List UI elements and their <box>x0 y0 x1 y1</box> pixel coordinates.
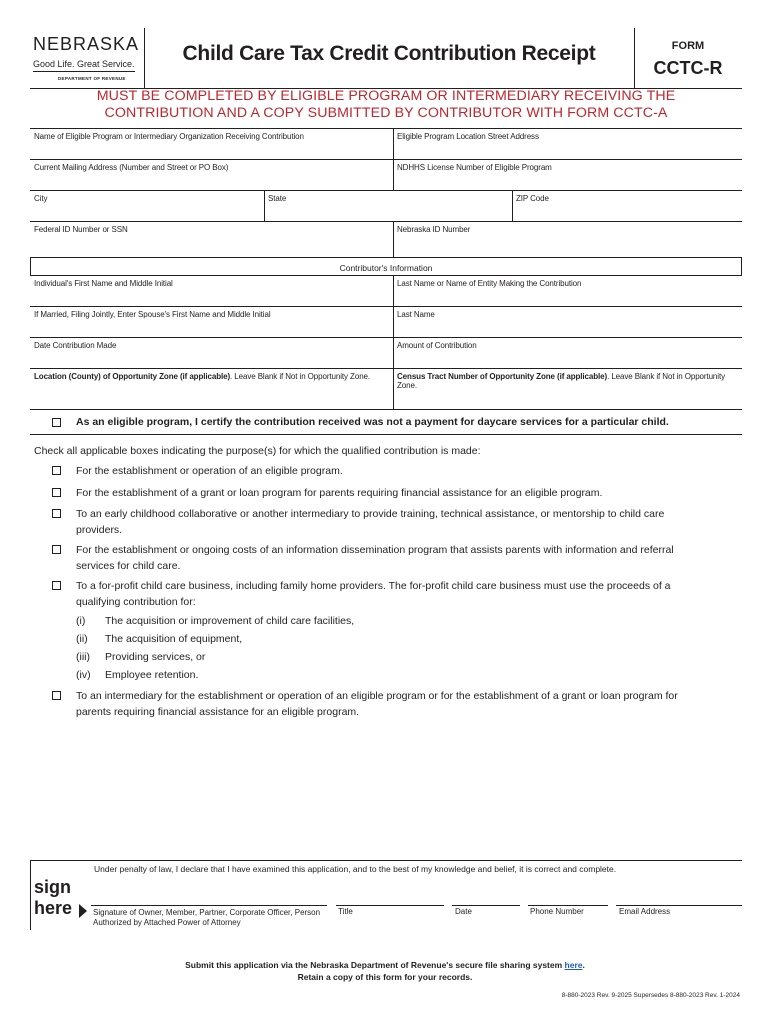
field-label: City <box>34 194 48 203</box>
revision-code: 8-880-2023 Rev. 9-2025 Supersedes 8-880-2023 Rev. 1-2024 <box>561 992 740 999</box>
purpose-checkbox[interactable] <box>52 488 61 497</box>
program-location-field[interactable] <box>393 128 742 159</box>
retain-notice: Retain a copy of this form for your records. <box>297 972 473 982</box>
grid-divider <box>393 128 394 190</box>
sub-item-text: Providing services, or <box>105 651 206 663</box>
grid-divider <box>30 257 31 275</box>
field-label: Date Contribution Made <box>34 341 117 350</box>
spouse-first-name-field[interactable] <box>30 306 393 337</box>
contribution-date-field[interactable] <box>30 337 393 368</box>
contributor-first-name-field[interactable] <box>30 275 393 306</box>
logo-wordmark: NEBRASKA <box>33 34 140 54</box>
submit-period: . <box>582 960 585 970</box>
sub-item-number: (iii) <box>76 651 90 663</box>
form-label: FORM <box>671 40 705 52</box>
field-label: Last Name <box>397 310 435 319</box>
email-label: Email Address <box>619 907 671 916</box>
grid-divider <box>512 190 513 221</box>
phone-label: Phone Number <box>530 907 584 916</box>
contributor-last-name-field[interactable] <box>393 275 742 306</box>
nebraska-id-field[interactable] <box>393 221 742 257</box>
title-line[interactable] <box>336 905 444 906</box>
sub-item-number: (iv) <box>76 669 91 681</box>
declaration-text: Under penalty of law, I declare that I have examined this application, and to the best of my knowledge and belief, it is correct and complete. <box>94 864 617 874</box>
field-label: If Married, Filing Jointly, Enter Spouse's First Name and Middle Initial <box>34 310 271 319</box>
purpose-item: To an early childhood collaborative or another intermediary to provide training, technical assistance, or mentorship to child care providers. <box>76 508 665 536</box>
section-rule <box>30 434 742 435</box>
zip-field[interactable] <box>512 190 742 221</box>
purpose-intro: Check all applicable boxes indicating the purpose(s) for which the qualified contribution is made: <box>34 445 481 457</box>
form-number: CCTC-R <box>653 58 723 78</box>
title-label: Title <box>338 907 353 916</box>
field-label: Federal ID Number or SSN <box>34 225 128 234</box>
signature-rule <box>30 860 742 861</box>
date-label: Date <box>455 907 472 916</box>
logo-divider <box>33 71 135 72</box>
arrow-right-icon <box>79 904 87 918</box>
purpose-item: For the establishment of a grant or loan program for parents requiring financial assistance for an eligible program. <box>76 487 603 499</box>
purpose-item: To a for-profit child care business, including family home providers. The for-profit child care business must use the proceeds of a qualifying contribution for: <box>76 580 671 608</box>
field-label: NDHHS License Number of Eligible Program <box>397 163 552 172</box>
phone-line[interactable] <box>528 905 608 906</box>
warning-line-1: MUST BE COMPLETED BY ELIGIBLE PROGRAM OR INTERMEDIARY RECEIVING THE <box>96 88 676 104</box>
purpose-checkbox[interactable] <box>52 691 61 700</box>
contributor-section-header: Contributor's Information <box>30 257 742 275</box>
field-label-bold: Census Tract Number of Opportunity Zone (if applicable) <box>397 372 608 381</box>
field-label: . Leave Blank if Not in Opportunity Zone. <box>397 372 725 390</box>
sub-item-text: The acquisition of equipment, <box>105 633 243 645</box>
field-label: Name of Eligible Program or Intermediary Organization Receiving Contribution <box>34 132 304 141</box>
grid-divider <box>264 190 265 221</box>
field-label: Amount of Contribution <box>397 341 477 350</box>
field-label: ZIP Code <box>516 194 549 203</box>
sign-label: sign <box>34 877 72 897</box>
grid-divider <box>393 275 394 410</box>
spouse-last-name-field[interactable] <box>393 306 742 337</box>
field-label: Individual's First Name and Middle Initial <box>34 279 173 288</box>
signer-label: Signature of Owner, Member, Partner, Corporate Officer, Person Authorized by Attached Power of Attorney <box>93 908 321 927</box>
contribution-amount-field[interactable] <box>393 337 742 368</box>
signature-bracket <box>30 860 31 930</box>
mailing-address-field[interactable] <box>30 159 393 190</box>
date-line[interactable] <box>452 905 520 906</box>
field-label: Last Name or Name of Entity Making the Contribution <box>397 279 582 288</box>
email-line[interactable] <box>616 905 742 906</box>
warning-line-2: CONTRIBUTION AND A COPY SUBMITTED BY CONTRIBUTOR WITH FORM CCTC-A <box>104 105 668 121</box>
purpose-checkbox[interactable] <box>52 466 61 475</box>
sub-item-text: The acquisition or improvement of child care facilities, <box>105 615 355 627</box>
purpose-checkbox[interactable] <box>52 581 61 590</box>
here-label: here <box>34 898 73 918</box>
sub-item-text: Employee retention. <box>105 669 199 681</box>
logo-department: DEPARTMENT OF REVENUE <box>58 76 126 81</box>
sub-item-number: (ii) <box>76 633 88 645</box>
warning-banner <box>30 88 742 122</box>
purpose-item: For the establishment or operation of an eligible program. <box>76 465 343 477</box>
sub-item-number: (i) <box>76 615 86 627</box>
submit-text: Submit this application via the Nebraska Department of Revenue's secure file sharing system <box>185 960 565 970</box>
certify-statement: As an eligible program, I certify the contribution received was not a payment for daycare services for a particular child. <box>76 416 669 428</box>
submit-instruction <box>0 960 770 970</box>
field-label-bold: Location (County) of Opportunity Zone (if applicable) <box>34 372 231 381</box>
certify-checkbox[interactable] <box>52 418 61 427</box>
purpose-item: To an intermediary for the establishment or operation of an eligible program or for the establishment of a grant or loan program for parents requiring financial assistance for an eligible program. <box>76 690 678 718</box>
field-label: Nebraska ID Number <box>397 225 471 234</box>
field-label: State <box>268 194 287 203</box>
signature-line[interactable] <box>91 905 327 906</box>
logo-tagline: Good Life. Great Service. <box>33 59 135 69</box>
submit-link[interactable]: here <box>564 960 583 970</box>
federal-id-field[interactable] <box>30 221 393 257</box>
purpose-checkbox[interactable] <box>52 509 61 518</box>
census-tract-field[interactable] <box>393 368 742 410</box>
page-title: Child Care Tax Credit Contribution Receipt <box>182 42 596 65</box>
purpose-item: For the establishment or ongoing costs of an information dissemination program that assists parents with information and referral services for child care. <box>76 544 674 572</box>
field-label: Eligible Program Location Street Address <box>397 132 539 141</box>
grid-divider <box>393 221 394 257</box>
field-label: Current Mailing Address (Number and Street or PO Box) <box>34 163 229 172</box>
state-field[interactable] <box>264 190 512 221</box>
field-label: . Leave Blank if Not in Opportunity Zone. <box>230 372 371 381</box>
opportunity-zone-county-field[interactable] <box>30 368 393 410</box>
city-field[interactable] <box>30 190 264 221</box>
ndhhs-license-field[interactable] <box>393 159 742 190</box>
purpose-checkbox[interactable] <box>52 545 61 554</box>
program-name-field[interactable] <box>30 128 393 159</box>
